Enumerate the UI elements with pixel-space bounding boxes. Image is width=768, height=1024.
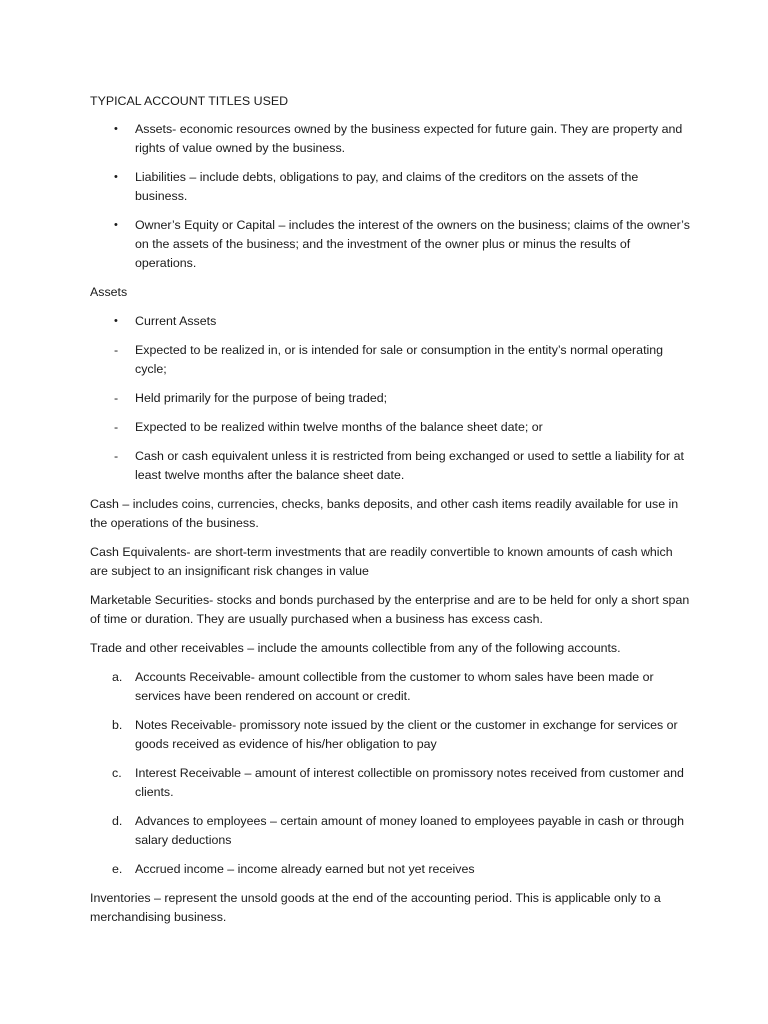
list-item-text: Notes Receivable- promissory note issued by the client or the customer in exchange for services or goods received as evidence of his/her obligation to pay (135, 718, 678, 751)
list-item-text: Cash or cash equivalent unless it is restricted from being exchanged or used to settle a liability for at least twelve months after the balance sheet date. (135, 449, 684, 482)
paragraph-receivables: Trade and other receivables – include the amounts collectible from any of the following accounts. (90, 641, 621, 655)
list-item-text: Accounts Receivable- amount collectible from the customer to whom sales have been made or services have been rendered on account or credit. (135, 670, 654, 703)
bullet-icon: • (114, 219, 118, 231)
list-item-text: Accrued income – income already earned but not yet receives (135, 862, 475, 876)
list-item-assets (90, 120, 690, 158)
paragraph-inventories: Inventories – represent the unsold goods at the end of the accounting period. This is applicable only to a merchandising business. (90, 891, 661, 924)
list-item-current-assets (90, 312, 690, 331)
bullet-icon: • (114, 123, 118, 135)
list-item-text: Held primarily for the purpose of being traded; (135, 391, 388, 405)
document-page (90, 92, 690, 937)
list-item-notes-receivable (90, 716, 690, 754)
list-item-accounts-receivable (90, 668, 690, 706)
assets-heading: Assets (90, 285, 128, 299)
list-item-interest-receivable (90, 764, 690, 802)
receivables-list (90, 668, 690, 879)
dash-icon: - (114, 449, 119, 463)
list-item-text: Current Assets (135, 314, 217, 328)
list-item-liabilities (90, 168, 690, 206)
list-item-advances-to-employees (90, 812, 690, 850)
list-item-accrued-income (90, 860, 690, 879)
list-item-text: Liabilities – include debts, obligations to pay, and claims of the creditors on the assets of the business. (135, 170, 639, 203)
list-item-text: Expected to be realized within twelve months of the balance sheet date; or (135, 420, 543, 434)
list-marker: e. (112, 862, 123, 876)
list-marker: d. (112, 814, 123, 828)
document-title: TYPICAL ACCOUNT TITLES USED (90, 94, 289, 108)
current-assets-list (90, 312, 690, 485)
list-item-criterion (90, 341, 690, 379)
list-item-criterion (90, 447, 690, 485)
dash-icon: - (114, 391, 119, 405)
bullet-icon: • (114, 315, 118, 327)
list-item-criterion (90, 389, 690, 408)
list-item-criterion (90, 418, 690, 437)
list-marker: c. (112, 766, 122, 780)
list-item-text: Owner’s Equity or Capital – includes the interest of the owners on the business; claims of the owner’s on the assets of the business; and the investment of the owner plus or minus the results of operations. (135, 218, 690, 270)
dash-icon: - (114, 420, 119, 434)
list-item-text: Expected to be realized in, or is intended for sale or consumption in the entity’s normal operating cycle; (135, 343, 664, 376)
account-titles-list (90, 120, 690, 273)
list-item-owners-equity (90, 216, 690, 273)
list-item-text: Assets- economic resources owned by the business expected for future gain. They are property and rights of value owned by the business. (135, 122, 683, 155)
dash-icon: - (114, 343, 119, 357)
paragraph-cash-equivalents: Cash Equivalents- are short-term investments that are readily convertible to known amounts of cash which are subject to an insignificant risk changes in value (90, 545, 673, 578)
list-item-text: Interest Receivable – amount of interest collectible on promissory notes received from customer and clients. (135, 766, 684, 799)
bullet-icon: • (114, 171, 118, 183)
list-marker: a. (112, 670, 123, 684)
paragraph-marketable-securities: Marketable Securities- stocks and bonds purchased by the enterprise and are to be held for only a short span of time or duration. They are usually purchased when a business has excess cash. (90, 593, 690, 626)
list-item-text: Advances to employees – certain amount of money loaned to employees payable in cash or through salary deductions (135, 814, 684, 847)
paragraph-cash: Cash – includes coins, currencies, checks, banks deposits, and other cash items readily available for use in the operations of the business. (90, 497, 679, 530)
list-marker: b. (112, 718, 123, 732)
